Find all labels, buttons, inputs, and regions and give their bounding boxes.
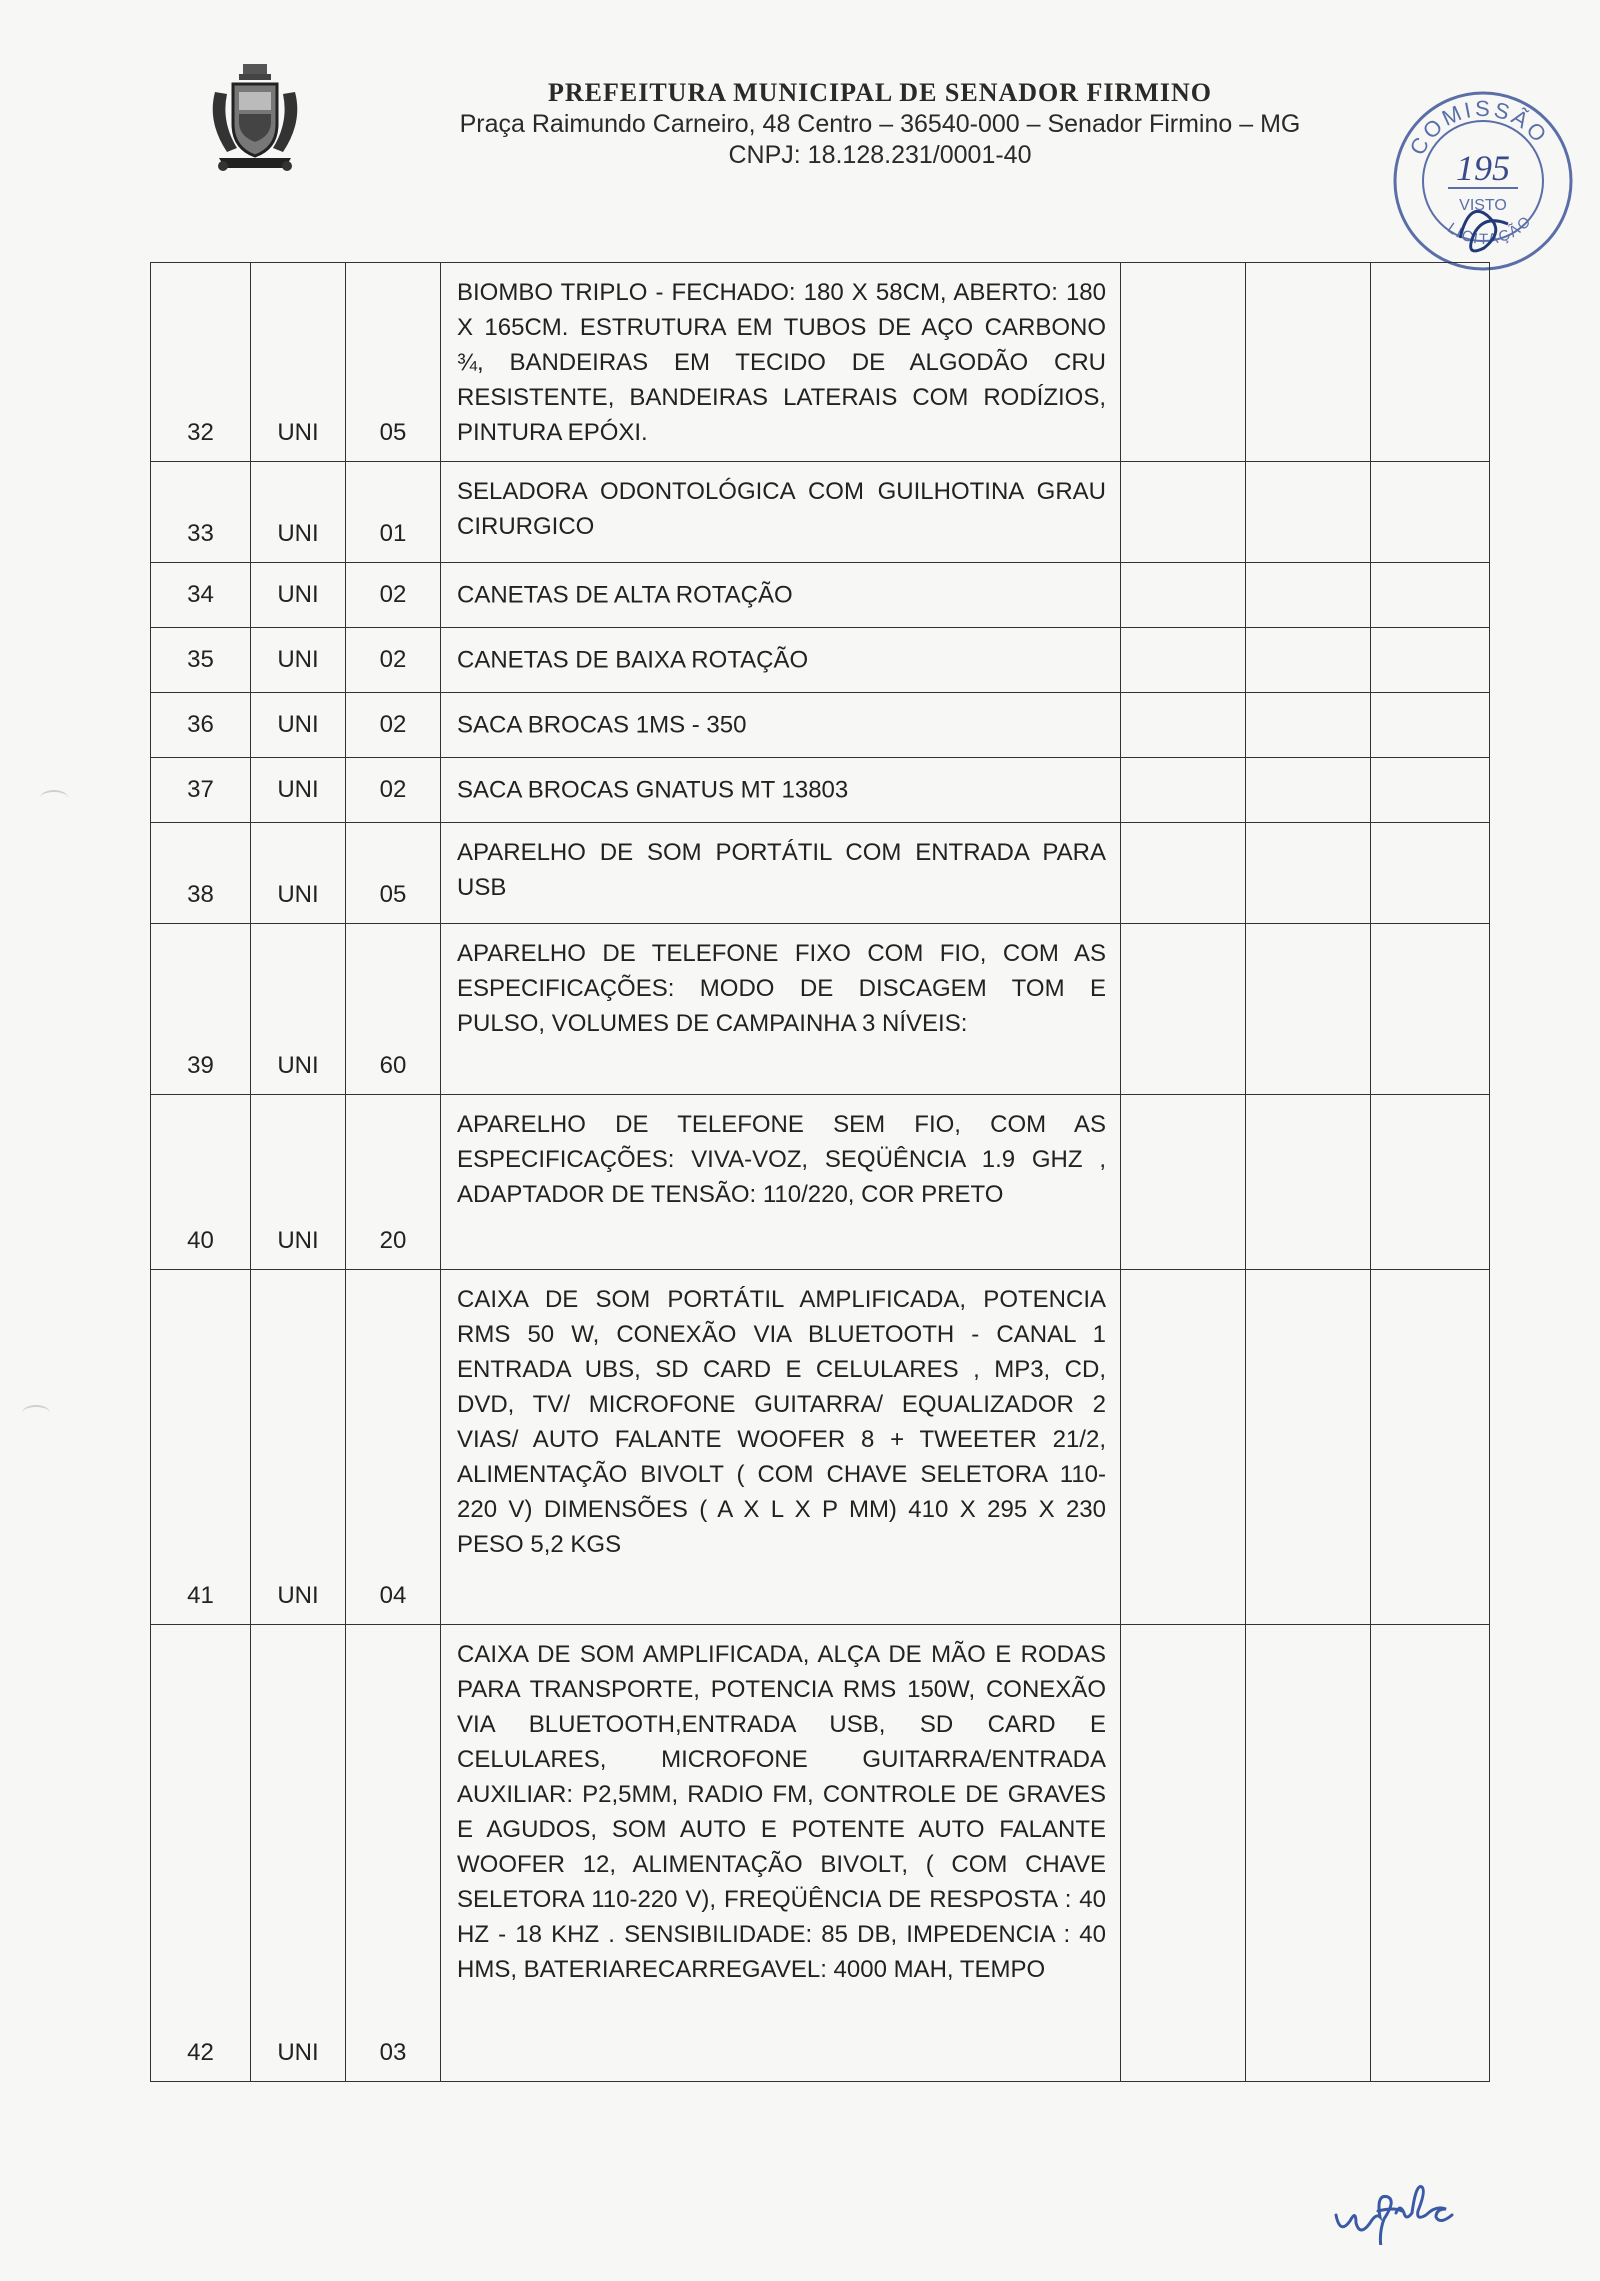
organization-address: Praça Raimundo Carneiro, 48 Centro – 36540-000 – Senador Firmino – MG xyxy=(459,110,1301,138)
item-number: 39 xyxy=(187,1052,214,1079)
table-row xyxy=(150,461,1490,562)
table-row xyxy=(150,262,1490,461)
item-description: SACA BROCAS GNATUS MT 13803 xyxy=(457,776,849,804)
table-row xyxy=(150,692,1490,757)
unit-price-cell xyxy=(1120,263,1245,461)
item-quantity: 03 xyxy=(379,2039,407,2066)
item-unit: UNI xyxy=(277,1227,319,1254)
organization-name: PREFEITURA MUNICIPAL DE SENADOR FIRMINO xyxy=(547,78,1212,107)
item-unit: UNI xyxy=(277,1052,319,1079)
item-unit: UNI xyxy=(277,581,319,608)
total-price-cell xyxy=(1245,263,1370,461)
item-number: 42 xyxy=(187,2039,214,2066)
item-unit: UNI xyxy=(277,881,319,908)
table-row xyxy=(150,562,1490,627)
item-quantity: 02 xyxy=(379,646,407,673)
punch-hole-mark xyxy=(40,790,68,806)
item-number: 35 xyxy=(187,646,214,673)
punch-hole-mark xyxy=(22,1405,50,1421)
item-number: 32 xyxy=(187,419,214,446)
item-unit: UNI xyxy=(277,711,319,738)
stamp-bottom-text: LICITAÇÃO xyxy=(1444,212,1536,249)
item-unit: UNI xyxy=(277,2039,319,2066)
commission-stamp-icon xyxy=(1390,88,1576,274)
item-description: BIOMBO TRIPLO - FECHADO: 180 X 58CM, ABERTO: 180 X 165CM. ESTRUTURA EM TUBOS DE AÇO CARBONO ¾, BANDEIRAS EM TECIDO DE ALGODÃO CRU RESISTENTE, BANDEIRAS LATERAIS COM RODÍZIOS, PINTURA EPÓXI. xyxy=(457,279,1106,446)
item-quantity: 05 xyxy=(379,419,407,446)
stamp-number: 195 xyxy=(1456,148,1510,188)
item-number: 36 xyxy=(187,711,214,738)
item-unit: UNI xyxy=(277,1582,319,1609)
table-row xyxy=(150,1269,1490,1624)
item-number: 38 xyxy=(187,881,214,908)
item-quantity: 02 xyxy=(379,581,407,608)
item-quantity: 02 xyxy=(379,776,407,803)
item-description: APARELHO DE TELEFONE FIXO COM FIO, COM AS ESPECIFICAÇÕES: MODO DE DISCAGEM TOM E PULSO, VOLUMES DE CAMPAINHA 3 NÍVEIS: xyxy=(457,940,1106,1037)
item-unit: UNI xyxy=(277,520,319,547)
table-row xyxy=(150,923,1490,1094)
item-description: APARELHO DE TELEFONE SEM FIO, COM AS ESPECIFICAÇÕES: VIVA-VOZ, SEQÜÊNCIA 1.9 GHZ , ADAPTADOR DE TENSÃO: 110/220, COR PRETO xyxy=(457,1111,1106,1208)
item-quantity: 04 xyxy=(379,1582,407,1609)
brand-cell xyxy=(1370,263,1490,461)
item-description: CANETAS DE BAIXA ROTAÇÃO xyxy=(457,646,809,674)
item-number: 37 xyxy=(187,776,214,803)
item-quantity: 01 xyxy=(379,520,407,547)
item-quantity: 60 xyxy=(379,1052,407,1079)
item-description: CAIXA DE SOM AMPLIFICADA, ALÇA DE MÃO E RODAS PARA TRANSPORTE, POTENCIA RMS 150W, CONEXÃO VIA BLUETOOTH,ENTRADA USB, SD CARD E CELULARES, MICROFONE GUITARRA/ENTRADA AUXILIAR: P2,5MM, RADIO FM, CONTROLE DE GRAVES E AGUDOS, SOM AUTO E POTENTE AUTO FALANTE WOOFER 12, ALIMENTAÇÃO BIVOLT, ( COM CHAVE SELETORA 110-220 V), FREQÜÊNCIA DE RESPOSTA : 40 HZ - 18 KHZ . SENSIBILIDADE: 85 DB, IMPEDENCIA : 40 HMS, BATERIARECARREGAVEL: 4000 MAH, TEMPO xyxy=(457,1641,1106,1983)
item-description: CAIXA DE SOM PORTÁTIL AMPLIFICADA, POTENCIA RMS 50 W, CONEXÃO VIA BLUETOOTH - CANAL 1 ENTRADA UBS, SD CARD E CELULARES , MP3, CD, DVD, TV/ MICROFONE GUITARRA/ EQUALIZADOR 2 VIAS/ AUTO FALANTE WOOFER 8 + TWEETER 21/2, ALIMENTAÇÃO BIVOLT ( COM CHAVE SELETORA 110-220 V) DIMENSÕES ( A X L X P MM) 410 X 295 X 230 PESO 5,2 KGS xyxy=(457,1286,1106,1558)
table-row xyxy=(150,757,1490,822)
item-description: SACA BROCAS 1MS - 350 xyxy=(457,711,747,739)
item-number: 40 xyxy=(187,1227,214,1254)
table-row xyxy=(150,627,1490,692)
item-number: 33 xyxy=(187,520,214,547)
coat-of-arms-icon xyxy=(205,62,305,180)
letterhead xyxy=(380,78,1380,170)
item-quantity: 02 xyxy=(379,711,407,738)
item-number: 41 xyxy=(187,1582,214,1609)
item-description: CANETAS DE ALTA ROTAÇÃO xyxy=(457,581,793,609)
item-number: 34 xyxy=(187,581,214,608)
item-quantity: 05 xyxy=(379,881,407,908)
item-unit: UNI xyxy=(277,776,319,803)
table-row xyxy=(150,1624,1490,2082)
signature-icon xyxy=(1330,2175,1520,2245)
item-unit: UNI xyxy=(277,419,319,446)
organization-cnpj: CNPJ: 18.128.231/0001-40 xyxy=(728,141,1032,169)
stamp-visto-text: VISTO xyxy=(1459,197,1507,214)
table-row xyxy=(150,822,1490,923)
item-unit: UNI xyxy=(277,646,319,673)
stamp-top-text: COMISSÃO xyxy=(1404,95,1554,160)
items-table xyxy=(150,262,1490,2082)
table-row xyxy=(150,1094,1490,1269)
item-description: APARELHO DE SOM PORTÁTIL COM ENTRADA PARA USB xyxy=(457,839,1106,901)
item-quantity: 20 xyxy=(379,1227,407,1254)
item-description: SELADORA ODONTOLÓGICA COM GUILHOTINA GRAU CIRURGICO xyxy=(457,478,1106,540)
